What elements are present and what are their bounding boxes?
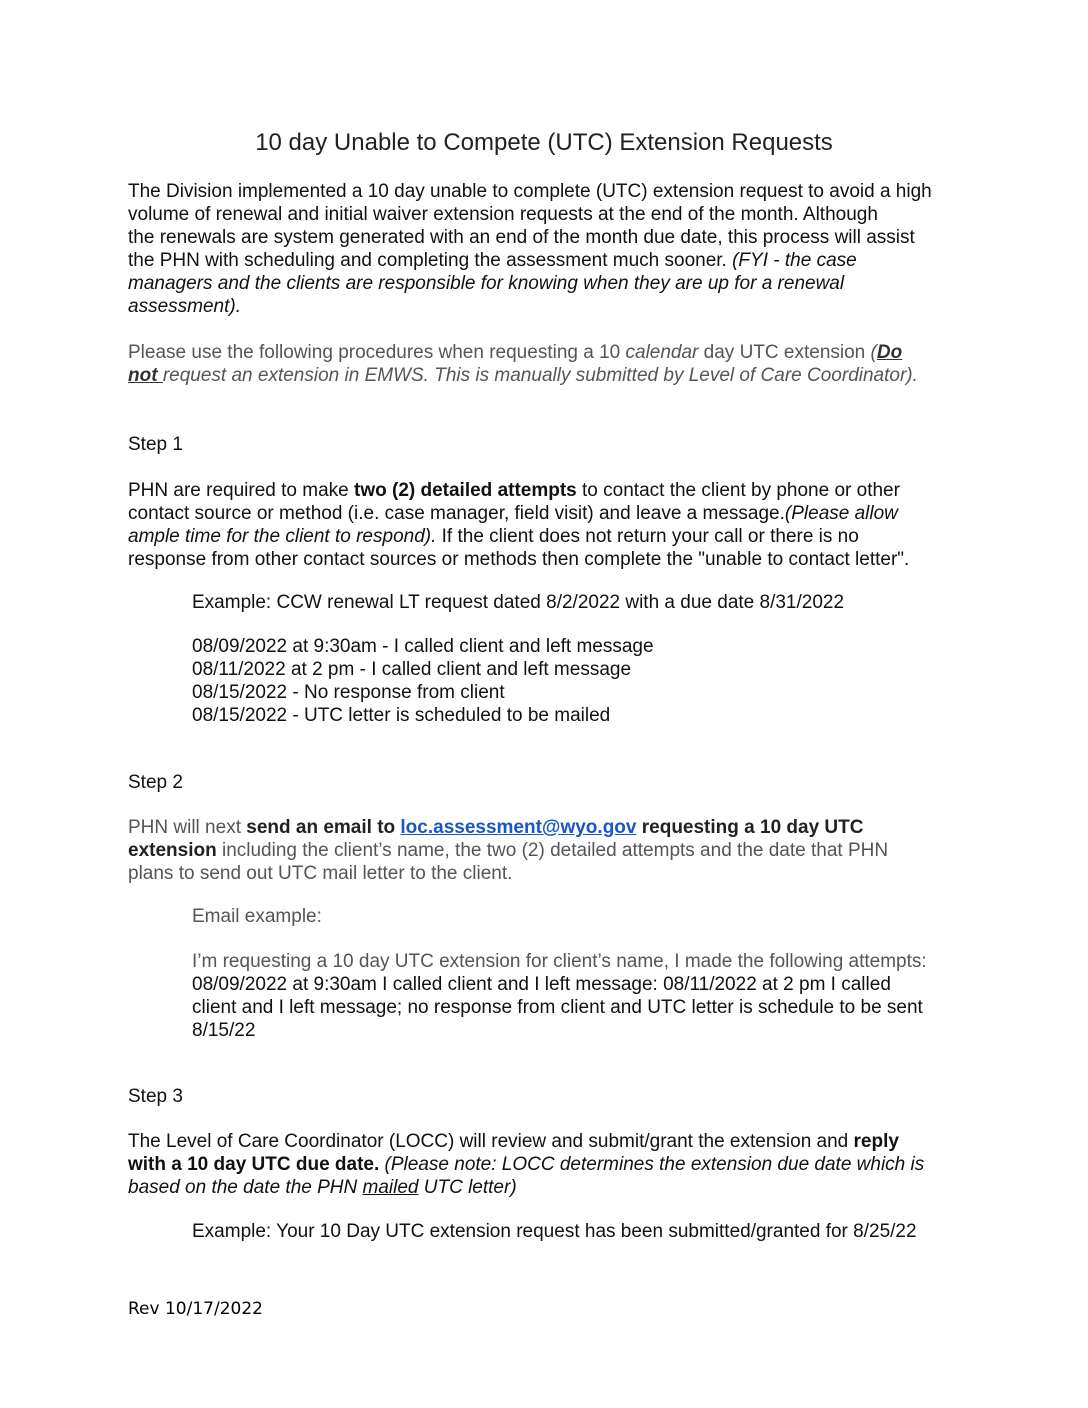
step-1-note: ample time for the client to respond). [128,526,437,547]
step-2-text: PHN will next [128,817,247,838]
email-example-line: 8/15/22 [192,1020,256,1041]
step-1-text: If the client does not return your call or there is no [436,526,859,547]
step-1-text: to contact the client by phone or other [576,480,900,501]
intro-line: the renewals are system generated with an end of the month due date, this process will assist [128,227,915,248]
procedures-line [128,364,968,387]
email-example-line: client and I left message; no response from client and UTC letter is schedule to be sent [192,997,923,1018]
send-email-emphasis: send an email to [246,817,401,838]
step-2-line [128,816,968,839]
step-3-paragraph [128,1130,968,1199]
intro-line: volume of renewal and initial waiver extension requests at the end of the month. Although [128,204,878,225]
email-link[interactable]: loc.assessment@wyo.gov [400,817,637,838]
step-1-note: (Please allow [784,503,898,524]
step-2-paragraph [128,816,968,885]
step-3-line [128,1176,968,1199]
step-1-line [128,479,968,502]
intro-note-line: managers and the clients are responsible for knowing when they are up for a renewal [128,273,845,294]
intro-text: the PHN with scheduling and completing the assessment much sooner. [128,250,733,271]
intro-line: The Division implemented a 10 day unable to complete (UTC) extension request to avoid a high [128,181,932,202]
intro-line [128,249,968,272]
step-1-text: PHN are required to make [128,480,354,501]
step-1-example: Example: CCW renewal LT request dated 8/2/2022 with a due date 8/31/2022 [192,592,845,613]
email-example-body [192,950,972,1042]
two-attempts-emphasis: two (2) detailed attempts [354,480,577,501]
step-2-heading: Step 2 [128,772,183,793]
email-example-line: I’m requesting a 10 day UTC extension for client’s name, I made the following attempts: [192,951,927,972]
step-1-line [128,525,968,548]
email-example-label: Email example: [192,906,322,927]
procedures-text: Please use the following procedures when requesting a 10 [128,342,626,363]
calendar-emphasis: calendar [625,342,699,363]
step-1-attempt-log [192,635,972,727]
step-2-line [128,839,968,862]
attempt-log-entry: 08/15/2022 - UTC letter is scheduled to be mailed [192,705,611,726]
procedures-text: day UTC extension [698,342,871,363]
attempt-log-entry: 08/11/2022 at 2 pm - I called client and left message [192,659,632,680]
page-title: 10 day Unable to Compete (UTC) Extension Requests [255,129,833,156]
intro-paragraph [128,180,968,318]
do-not-emphasis: Do [876,342,903,363]
step-3-note: UTC letter) [418,1177,517,1198]
do-not-emphasis: not [128,365,163,386]
step-1-text: contact source or method (i.e. case manager, field visit) and leave a message. [128,503,785,524]
step-3-text: The Level of Care Coordinator (LOCC) will review and submit/grant the extension and [128,1131,854,1152]
step-2-line: plans to send out UTC mail letter to the client. [128,863,513,884]
procedures-line [128,341,968,364]
attempt-log-entry: 08/09/2022 at 9:30am - I called client and left message [192,636,654,657]
step-1-line: response from other contact sources or methods then complete the "unable to contact letter". [128,549,910,570]
request-emphasis: requesting a 10 day UTC [636,817,864,838]
intro-note: (FYI - the case [732,250,857,271]
step-1-heading: Step 1 [128,434,183,455]
mailed-emphasis: mailed [362,1177,419,1198]
due-date-emphasis: with a 10 day UTC due date. [128,1154,380,1175]
intro-note-line: assessment). [128,296,241,317]
step-3-example: Example: Your 10 Day UTC extension request has been submitted/granted for 8/25/22 [192,1221,917,1242]
step-3-note: based on the date the PHN [128,1177,363,1198]
reply-emphasis: reply [853,1131,899,1152]
step-2-text: including the client’s name, the two (2) detailed attempts and the date that PHN [216,840,889,861]
procedures-paren: ( [870,342,877,363]
revision-date: Rev 10/17/2022 [128,1299,263,1319]
step-3-line [128,1153,968,1176]
step-3-line [128,1130,968,1153]
procedures-paragraph [128,341,968,387]
procedures-note: request an extension in EMWS. This is manually submitted by Level of Care Coordinator). [162,365,918,386]
step-1-paragraph [128,479,968,571]
email-example-line: 08/09/2022 at 9:30am I called client and I left message: 08/11/2022 at 2 pm I called [192,974,891,995]
step-3-note: (Please note: LOCC determines the extension due date which is [379,1154,925,1175]
step-3-heading: Step 3 [128,1086,183,1107]
attempt-log-entry: 08/15/2022 - No response from client [192,682,505,703]
extension-emphasis: extension [128,840,217,861]
step-1-line [128,502,968,525]
